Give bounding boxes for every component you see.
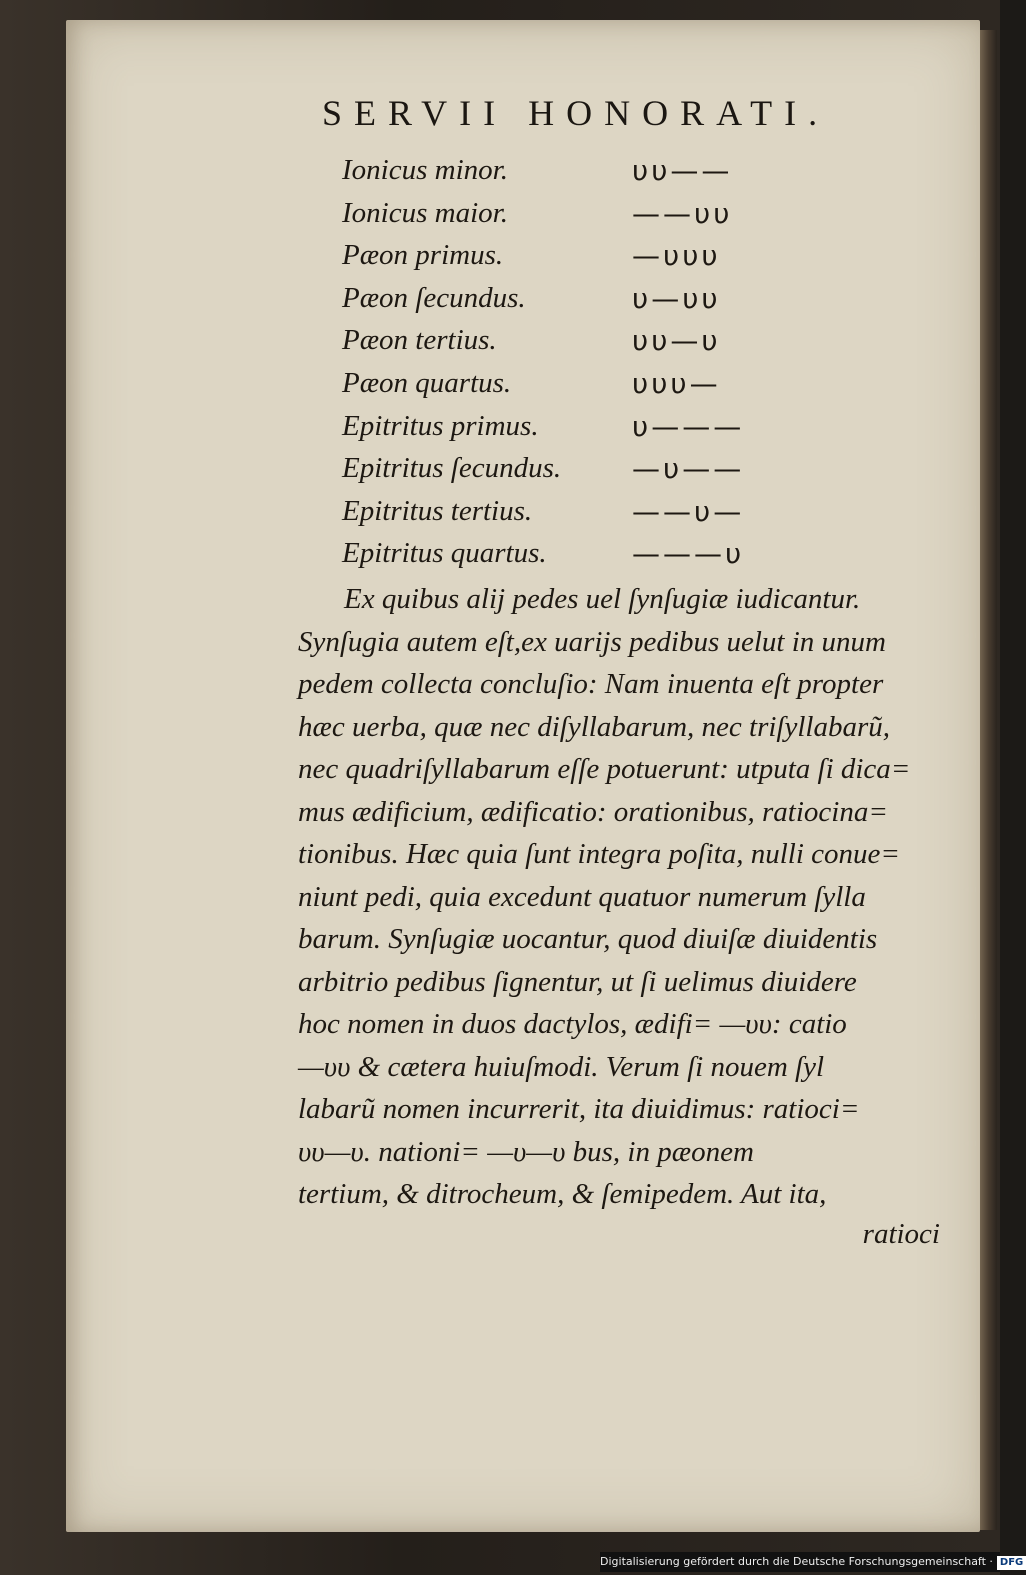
prose-line: υυ—υ. nationi= —υ—υ bus, in pæonem [298,1135,754,1168]
foot-row [0,410,1000,450]
foot-name: Pæon primus. [342,239,504,272]
foot-row [0,495,1000,535]
foot-meter: ———υ [632,537,745,571]
prose-line: mus ædificium, ædificatio: orationibus, ratiocina= [298,795,888,828]
foot-row [0,324,1000,364]
prose-line: arbitrio pedibus ſignentur, ut ſi uelimus diuidere [298,965,857,998]
foot-meter: ——υυ [632,196,733,230]
prose-line: tionibus. Hæc quia ſunt integra poſita, nulli conue= [298,838,900,870]
foot-meter: —υ—— [632,452,745,486]
foot-meter: υυ—υ [632,324,721,358]
prose-line: niunt pedi, quia excedunt quatuor numerum ſylla [298,880,866,913]
prose-line: nec quadriſyllabarum eſſe potuerunt: utputa ſi dica= [298,753,911,785]
prose-line: tertium, & ditrocheum, & ſemipedem. Aut ita, [298,1178,827,1210]
foot-name: Pæon quartus. [342,367,512,399]
foot-meter: υ——— [632,409,745,443]
prose-line: Ex quibus alij pedes uel ſynſugiæ iudicantur. [344,583,861,615]
foot-row [0,537,1000,577]
digitization-credit [600,1552,1024,1572]
foot-name: Ionicus maior. [342,196,508,229]
running-header: SERVII HONORATI. [322,93,830,133]
catchword: ratioci [862,1218,940,1250]
foot-name: Pæon tertius. [342,324,497,357]
foot-row [0,367,1000,407]
foot-meter: υυυ— [632,367,721,400]
prose-line: labarũ nomen incurrerit, ita diuidimus: ratioci= [298,1093,860,1125]
credit-text: Digitalisierung gefördert durch die Deutsche Forschungsgemeinschaft · [600,1555,993,1568]
feet-table [0,0,1000,590]
foot-name: Epitritus primus. [342,409,539,442]
foot-name: Epitritus ſecundus. [342,452,562,485]
foot-name: Pæon ſecundus. [342,281,526,314]
foot-meter: υ—υυ [632,281,721,315]
prose-line: —υυ & cætera huiuſmodi. Verum ſi nouem ſyl [298,1050,825,1083]
foot-name: Epitritus tertius. [342,494,533,527]
foot-row [0,197,1000,237]
foot-row [0,239,1000,279]
prose-line: Synſugia autem eſt,ex uarijs pedibus uelut in unum [298,625,886,658]
prose-body [298,578,946,1216]
prose-line: hoc nomen in duos dactylos, ædifi= —υυ: catio [298,1008,847,1040]
foot-name: Epitritus quartus. [342,537,547,570]
foot-meter: —υυυ [632,239,721,273]
foot-meter: υυ—— [632,154,733,187]
foot-row [0,154,1000,194]
prose-line: barum. Synſugiæ uocantur, quod diuiſæ diuidentis [298,923,878,955]
prose-line: pedem collecta concluſio: Nam inuenta eſt propter [298,668,884,700]
foot-row [0,282,1000,322]
foot-name: Ionicus minor. [342,154,508,186]
foot-meter: ——υ— [632,494,745,528]
foot-row [0,452,1000,492]
prose-line: hæc uerba, quæ nec diſyllabarum, nec triſyllabarũ, [298,710,891,743]
dfg-logo-icon: DFG [997,1556,1026,1570]
